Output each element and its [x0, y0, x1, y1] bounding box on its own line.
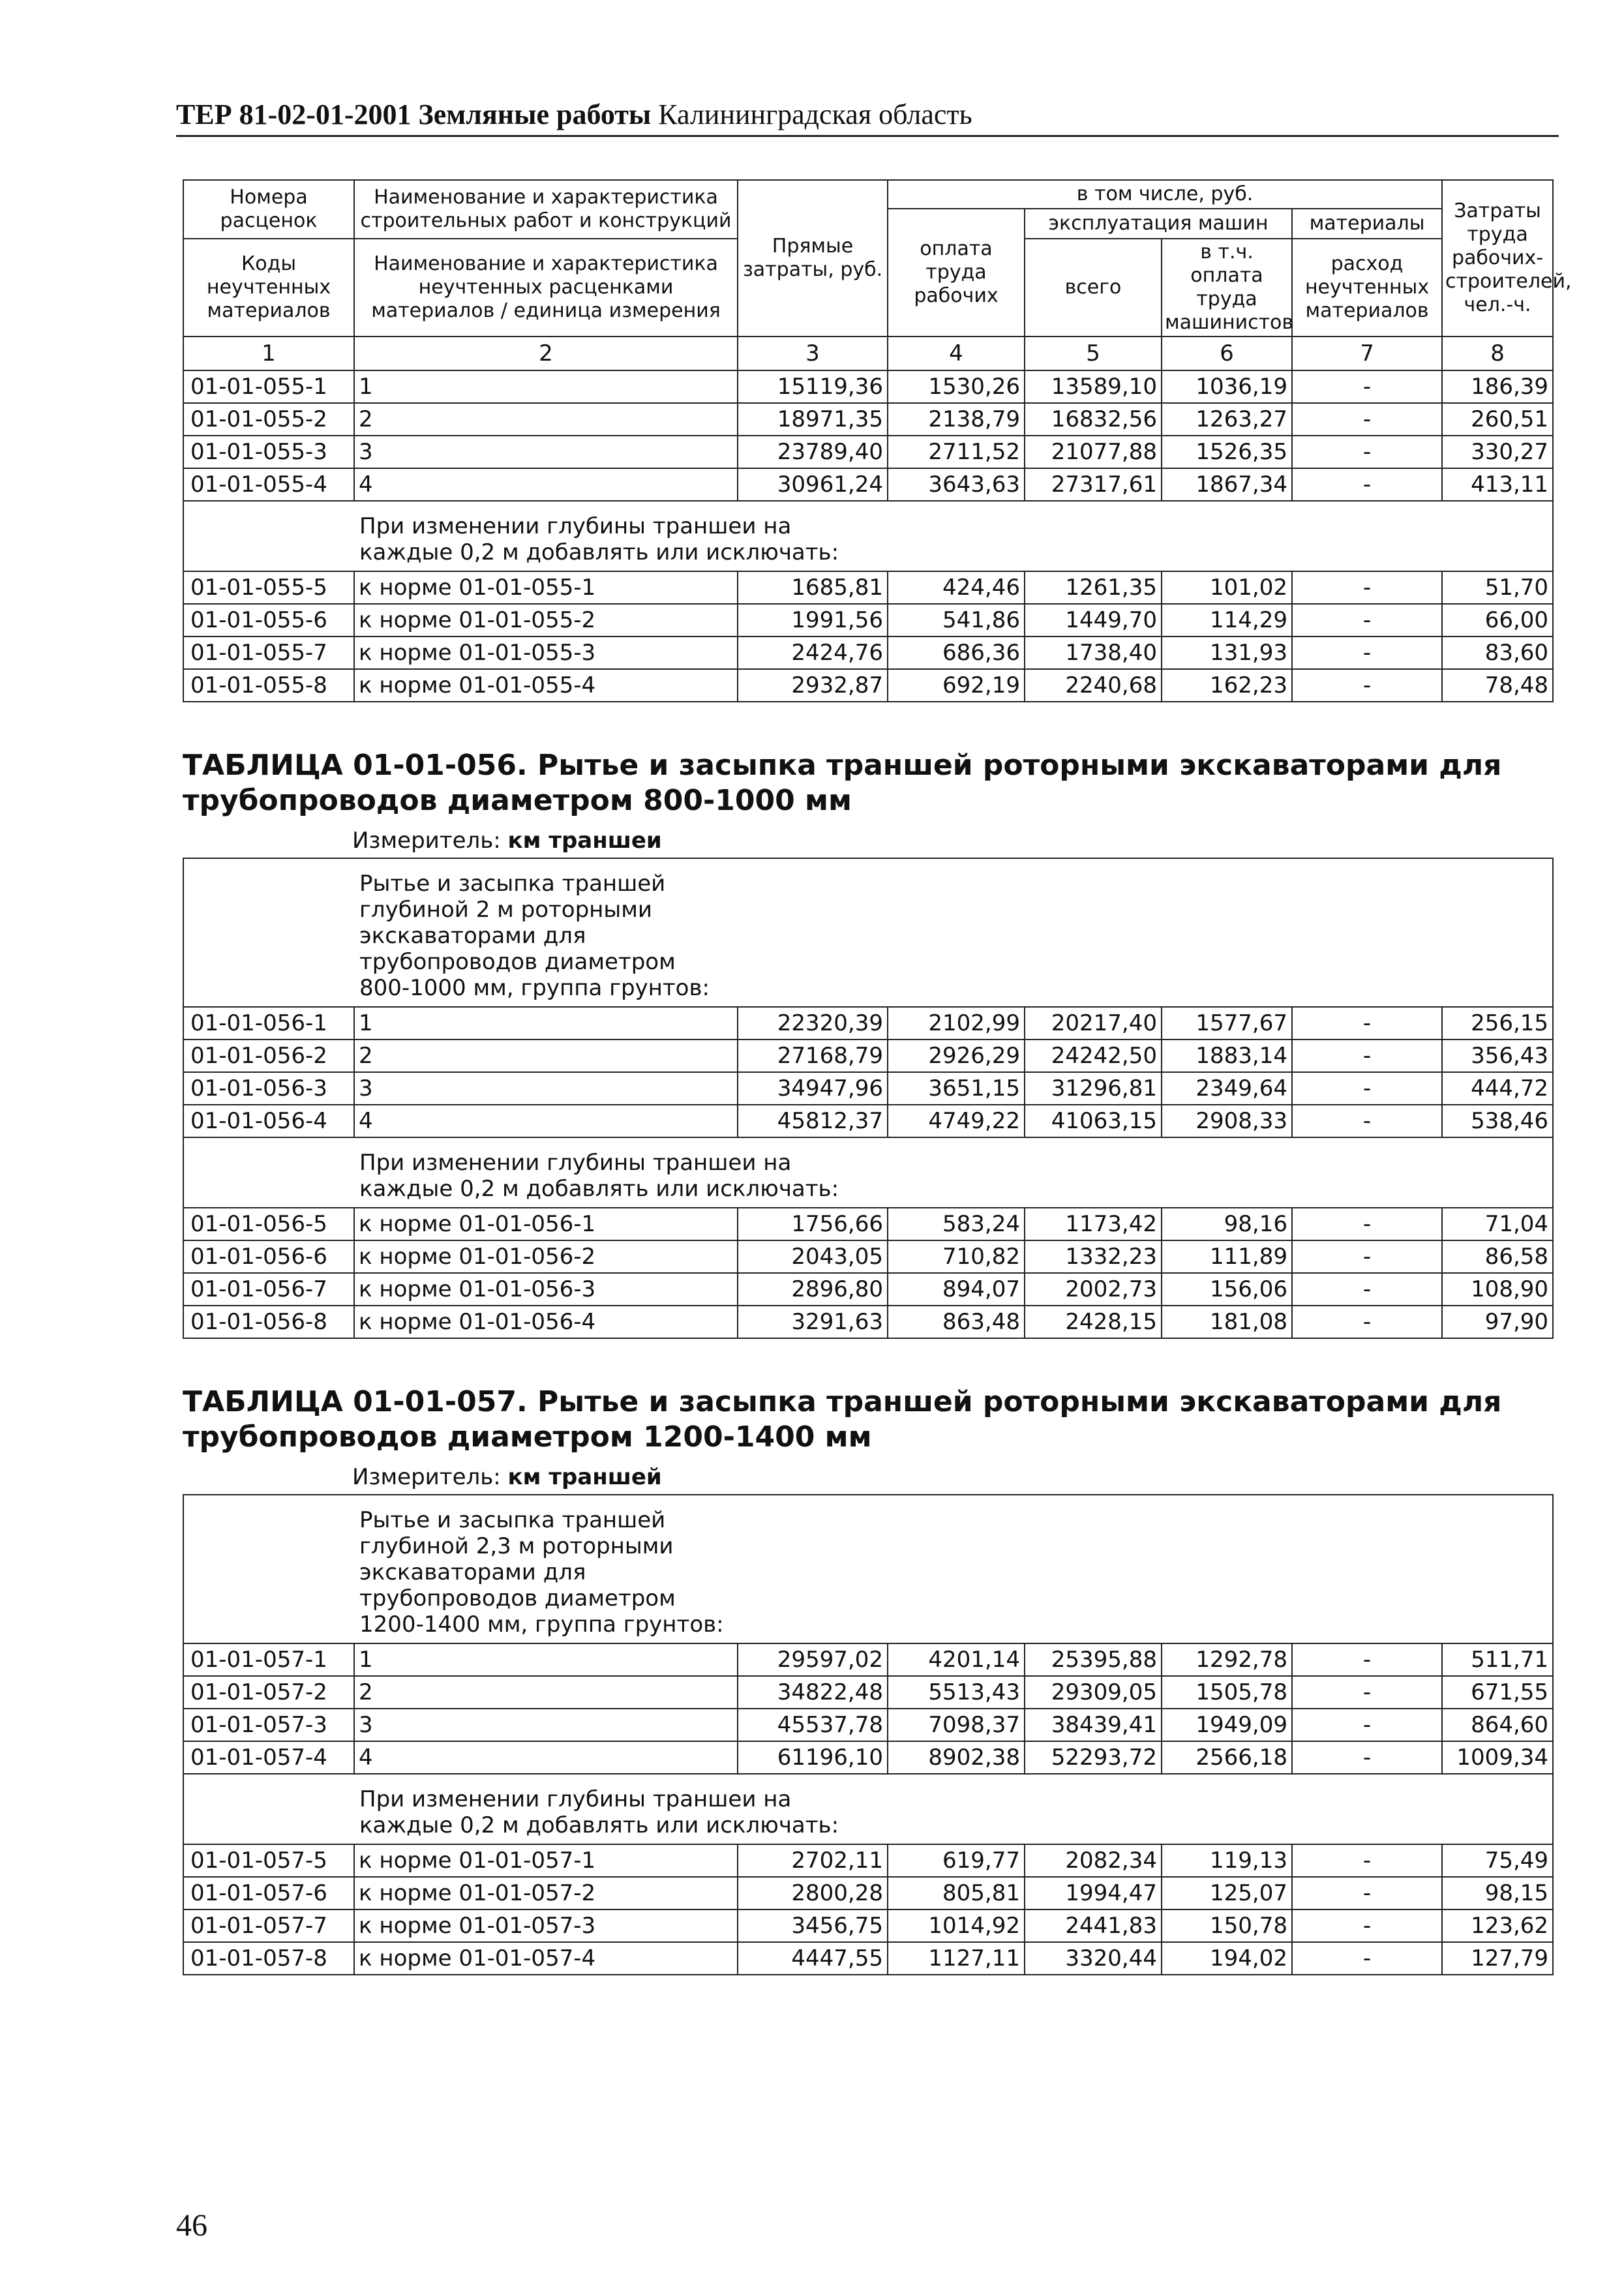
table-056-rows: [183, 1007, 1553, 1137]
document-body: [183, 179, 1572, 1975]
materials: -: [1292, 1676, 1442, 1709]
direct-costs: 15119,36: [738, 370, 888, 403]
row-name: 2: [354, 1040, 738, 1072]
machinist-pay: 1949,09: [1162, 1709, 1292, 1741]
rate-code: 01-01-055-4: [183, 468, 354, 501]
machines-total: 52293,72: [1025, 1741, 1162, 1774]
direct-costs: 22320,39: [738, 1007, 888, 1040]
machines-total: 1332,23: [1025, 1240, 1162, 1273]
machines-total: 31296,81: [1025, 1072, 1162, 1105]
doc-region: Калининградская область: [658, 98, 972, 130]
table-056-measure: [183, 828, 1552, 854]
hdr-including: в том числе, руб.: [888, 180, 1442, 209]
table-056: [183, 858, 1554, 1339]
table-row: [183, 1273, 1553, 1306]
row-name: 2: [354, 1676, 738, 1709]
direct-costs: 2932,87: [738, 669, 888, 702]
labor-pay: 541,86: [888, 604, 1025, 636]
table-row: [183, 1709, 1553, 1741]
column-numbers-row: [183, 337, 1553, 370]
measure-label: Измеритель:: [352, 1464, 501, 1490]
row-name: к норме 01-01-055-3: [354, 636, 738, 669]
direct-costs: 2702,11: [738, 1844, 888, 1877]
machines-total: 2002,73: [1025, 1273, 1162, 1306]
row-name: к норме 01-01-056-3: [354, 1273, 738, 1306]
rate-code: 01-01-056-6: [183, 1240, 354, 1273]
labor-costs: 671,55: [1442, 1676, 1553, 1709]
machinist-pay: 194,02: [1162, 1942, 1292, 1975]
labor-pay: 894,07: [888, 1273, 1025, 1306]
rate-code: 01-01-055-7: [183, 636, 354, 669]
depth-note: При изменении глубины траншеи на каждые 0,2 м добавлять или исключать:: [354, 1774, 888, 1844]
rate-code: 01-01-056-3: [183, 1072, 354, 1105]
machinist-pay: 125,07: [1162, 1877, 1292, 1909]
labor-costs: 75,49: [1442, 1844, 1553, 1877]
hdr-direct-costs: Прямые затраты, руб.: [738, 180, 888, 337]
machinist-pay: 1263,27: [1162, 403, 1292, 436]
table-057: [183, 1494, 1554, 1975]
materials: -: [1292, 1709, 1442, 1741]
direct-costs: 29597,02: [738, 1643, 888, 1676]
rate-code: 01-01-055-5: [183, 571, 354, 604]
materials: -: [1292, 468, 1442, 501]
labor-costs: 864,60: [1442, 1709, 1553, 1741]
rate-code: 01-01-056-4: [183, 1105, 354, 1137]
machinist-pay: 98,16: [1162, 1208, 1292, 1240]
row-name: к норме 01-01-057-3: [354, 1909, 738, 1942]
machinist-pay: 119,13: [1162, 1844, 1292, 1877]
row-name: 1: [354, 1007, 738, 1040]
direct-costs: 27168,79: [738, 1040, 888, 1072]
machinist-pay: 2349,64: [1162, 1072, 1292, 1105]
direct-costs: 34822,48: [738, 1676, 888, 1709]
materials: -: [1292, 403, 1442, 436]
labor-pay: 2138,79: [888, 403, 1025, 436]
hdr-materials: материалы: [1292, 209, 1442, 239]
machines-total: 24242,50: [1025, 1040, 1162, 1072]
materials: -: [1292, 1306, 1442, 1338]
hdr-name-top: Наименование и характеристика строительных работ и конструкций: [354, 180, 738, 239]
direct-costs: 2896,80: [738, 1273, 888, 1306]
labor-costs: 71,04: [1442, 1208, 1553, 1240]
labor-pay: 2926,29: [888, 1040, 1025, 1072]
table-row: [183, 403, 1553, 436]
labor-costs: 97,90: [1442, 1306, 1553, 1338]
rate-code: 01-01-056-7: [183, 1273, 354, 1306]
rate-code: 01-01-057-7: [183, 1909, 354, 1942]
direct-costs: 4447,55: [738, 1942, 888, 1975]
page-number: 46: [176, 2208, 207, 2243]
direct-costs: 1756,66: [738, 1208, 888, 1240]
rate-code: 01-01-055-3: [183, 436, 354, 468]
labor-costs: 1009,34: [1442, 1741, 1553, 1774]
labor-pay: 1014,92: [888, 1909, 1025, 1942]
machinist-pay: 2908,33: [1162, 1105, 1292, 1137]
machines-total: 29309,05: [1025, 1676, 1162, 1709]
col-number: 8: [1442, 337, 1553, 370]
machinist-pay: 101,02: [1162, 571, 1292, 604]
labor-costs: 78,48: [1442, 669, 1553, 702]
labor-pay: 424,46: [888, 571, 1025, 604]
labor-costs: 127,79: [1442, 1942, 1553, 1975]
direct-costs: 34947,96: [738, 1072, 888, 1105]
hdr-material-consumption: расход неучтенных материалов: [1292, 239, 1442, 337]
col-number: 5: [1025, 337, 1162, 370]
machines-total: 2082,34: [1025, 1844, 1162, 1877]
machines-total: 1994,47: [1025, 1877, 1162, 1909]
page-header: [176, 98, 1559, 137]
labor-costs: 66,00: [1442, 604, 1553, 636]
col-number: 2: [354, 337, 738, 370]
machinist-pay: 111,89: [1162, 1240, 1292, 1273]
direct-costs: 30961,24: [738, 468, 888, 501]
rate-code: 01-01-057-1: [183, 1643, 354, 1676]
direct-costs: 45537,78: [738, 1709, 888, 1741]
machines-total: 27317,61: [1025, 468, 1162, 501]
row-name: 4: [354, 468, 738, 501]
table-row: [183, 636, 1553, 669]
machinist-pay: 1867,34: [1162, 468, 1292, 501]
labor-pay: 583,24: [888, 1208, 1025, 1240]
row-name: к норме 01-01-057-1: [354, 1844, 738, 1877]
table-055: [183, 179, 1572, 702]
machinist-pay: 1883,14: [1162, 1040, 1292, 1072]
row-name: к норме 01-01-056-2: [354, 1240, 738, 1273]
labor-pay: 1530,26: [888, 370, 1025, 403]
table-row: [183, 1072, 1553, 1105]
col-number: 6: [1162, 337, 1292, 370]
table-row: [183, 1909, 1553, 1942]
labor-costs: 413,11: [1442, 468, 1553, 501]
machines-total: 1173,42: [1025, 1208, 1162, 1240]
labor-pay: 619,77: [888, 1844, 1025, 1877]
hdr-labor-costs: Затраты труда рабочих-строителей, чел.-ч.: [1442, 180, 1553, 337]
rate-code: 01-01-055-8: [183, 669, 354, 702]
labor-pay: 1127,11: [888, 1942, 1025, 1975]
materials: -: [1292, 1040, 1442, 1072]
labor-costs: 186,39: [1442, 370, 1553, 403]
rate-code: 01-01-056-8: [183, 1306, 354, 1338]
machines-total: 3320,44: [1025, 1942, 1162, 1975]
direct-costs: 2424,76: [738, 636, 888, 669]
hdr-machines-total: всего: [1025, 239, 1162, 337]
rate-code: 01-01-055-1: [183, 370, 354, 403]
rate-code: 01-01-057-8: [183, 1942, 354, 1975]
machines-total: 1261,35: [1025, 571, 1162, 604]
table-057-measure: [183, 1464, 1552, 1490]
labor-costs: 86,58: [1442, 1240, 1553, 1273]
table-row: [183, 468, 1553, 501]
col-number: 1: [183, 337, 354, 370]
direct-costs: 1685,81: [738, 571, 888, 604]
materials: -: [1292, 1877, 1442, 1909]
machinist-pay: 1292,78: [1162, 1643, 1292, 1676]
table-057-title: ТАБЛИЦА 01-01-057. Рытье и засыпка траншей роторными экскаваторами для трубопроводов диаметром 1200-1400 мм: [183, 1385, 1502, 1454]
table-row: [183, 1105, 1553, 1137]
row-name: к норме 01-01-057-4: [354, 1942, 738, 1975]
table-055-rows: [183, 370, 1553, 501]
row-name: к норме 01-01-055-1: [354, 571, 738, 604]
table-055-adjustments: [183, 571, 1553, 702]
machinist-pay: 181,08: [1162, 1306, 1292, 1338]
rate-code: 01-01-057-3: [183, 1709, 354, 1741]
machinist-pay: 1577,67: [1162, 1007, 1292, 1040]
table-row: [183, 1741, 1553, 1774]
labor-costs: 260,51: [1442, 403, 1553, 436]
machinist-pay: 150,78: [1162, 1909, 1292, 1942]
materials: -: [1292, 1844, 1442, 1877]
materials: -: [1292, 1273, 1442, 1306]
table-057-description: Рытье и засыпка траншей глубиной 2,3 м роторными экскаваторами для трубопроводов диаметром 1200-1400 мм, группа грунтов:: [354, 1495, 738, 1643]
labor-pay: 5513,43: [888, 1676, 1025, 1709]
row-name: к норме 01-01-055-2: [354, 604, 738, 636]
rate-code: 01-01-057-6: [183, 1877, 354, 1909]
rate-code: 01-01-055-6: [183, 604, 354, 636]
hdr-codes-top: Номера расценок: [183, 180, 354, 239]
measure-value: км траншеи: [507, 828, 662, 854]
direct-costs: 2800,28: [738, 1877, 888, 1909]
labor-pay: 7098,37: [888, 1709, 1025, 1741]
materials: -: [1292, 1909, 1442, 1942]
machines-total: 20217,40: [1025, 1007, 1162, 1040]
hdr-codes-bottom: Коды неучтенных материалов: [183, 239, 354, 337]
depth-note: При изменении глубины траншеи на каждые 0,2 м добавлять или исключать:: [354, 501, 888, 571]
machinist-pay: 1526,35: [1162, 436, 1292, 468]
labor-pay: 4749,22: [888, 1105, 1025, 1137]
materials: -: [1292, 436, 1442, 468]
machines-total: 16832,56: [1025, 403, 1162, 436]
labor-costs: 98,15: [1442, 1877, 1553, 1909]
materials: -: [1292, 370, 1442, 403]
machines-total: 21077,88: [1025, 436, 1162, 468]
direct-costs: 3456,75: [738, 1909, 888, 1942]
machines-total: 2240,68: [1025, 669, 1162, 702]
direct-costs: 45812,37: [738, 1105, 888, 1137]
labor-costs: 123,62: [1442, 1909, 1553, 1942]
row-name: 4: [354, 1105, 738, 1137]
materials: -: [1292, 1072, 1442, 1105]
materials: -: [1292, 1208, 1442, 1240]
hdr-machines: эксплуатация машин: [1025, 209, 1292, 239]
table-row: [183, 1942, 1553, 1975]
materials: -: [1292, 571, 1442, 604]
row-name: к норме 01-01-055-4: [354, 669, 738, 702]
row-name: 3: [354, 1709, 738, 1741]
table-row: [183, 1643, 1553, 1676]
labor-costs: 51,70: [1442, 571, 1553, 604]
materials: -: [1292, 669, 1442, 702]
table-row: [183, 669, 1553, 702]
table-row: [183, 1844, 1553, 1877]
hdr-name-bottom: Наименование и характеристика неучтенных расценками материалов / единица измерения: [354, 239, 738, 337]
machinist-pay: 2566,18: [1162, 1741, 1292, 1774]
row-name: к норме 01-01-056-1: [354, 1208, 738, 1240]
labor-pay: 3643,63: [888, 468, 1025, 501]
machines-total: 2441,83: [1025, 1909, 1162, 1942]
table-row: [183, 370, 1553, 403]
row-name: 1: [354, 370, 738, 403]
labor-costs: 444,72: [1442, 1072, 1553, 1105]
labor-pay: 8902,38: [888, 1741, 1025, 1774]
labor-pay: 3651,15: [888, 1072, 1025, 1105]
rate-code: 01-01-057-5: [183, 1844, 354, 1877]
labor-costs: 330,27: [1442, 436, 1553, 468]
materials: -: [1292, 636, 1442, 669]
direct-costs: 2043,05: [738, 1240, 888, 1273]
row-name: к норме 01-01-056-4: [354, 1306, 738, 1338]
direct-costs: 23789,40: [738, 436, 888, 468]
labor-pay: 863,48: [888, 1306, 1025, 1338]
col-number: 3: [738, 337, 888, 370]
machines-total: 1738,40: [1025, 636, 1162, 669]
labor-costs: 356,43: [1442, 1040, 1553, 1072]
machines-total: 38439,41: [1025, 1709, 1162, 1741]
doc-section: Земляные работы: [418, 98, 652, 130]
materials: -: [1292, 1942, 1442, 1975]
rate-code: 01-01-056-2: [183, 1040, 354, 1072]
rate-code: 01-01-057-4: [183, 1741, 354, 1774]
labor-costs: 511,71: [1442, 1643, 1553, 1676]
machinist-pay: 162,23: [1162, 669, 1292, 702]
labor-costs: 83,60: [1442, 636, 1553, 669]
table-055-depth-note: [183, 501, 1553, 571]
row-name: к норме 01-01-057-2: [354, 1877, 738, 1909]
row-name: 4: [354, 1741, 738, 1774]
table-057-rows: [183, 1643, 1553, 1774]
row-name: 1: [354, 1643, 738, 1676]
row-name: 2: [354, 403, 738, 436]
rate-code: 01-01-056-5: [183, 1208, 354, 1240]
direct-costs: 18971,35: [738, 403, 888, 436]
depth-note: При изменении глубины траншеи на каждые 0,2 м добавлять или исключать:: [354, 1137, 888, 1208]
machinist-pay: 156,06: [1162, 1273, 1292, 1306]
labor-pay: 2102,99: [888, 1007, 1025, 1040]
measure-label: Измеритель:: [352, 828, 501, 854]
labor-pay: 805,81: [888, 1877, 1025, 1909]
labor-pay: 692,19: [888, 669, 1025, 702]
hdr-machinist-pay: в т.ч. оплата труда машинистов: [1162, 239, 1292, 337]
col-number: 7: [1292, 337, 1442, 370]
col-number: 4: [888, 337, 1025, 370]
machines-total: 1449,70: [1025, 604, 1162, 636]
table-056-title: ТАБЛИЦА 01-01-056. Рытье и засыпка траншей роторными экскаваторами для трубопроводов диаметром 800-1000 мм: [183, 749, 1502, 817]
rate-code: 01-01-057-2: [183, 1676, 354, 1709]
rate-code: 01-01-055-2: [183, 403, 354, 436]
measure-value: км траншей: [507, 1464, 662, 1490]
table-row: [183, 571, 1553, 604]
direct-costs: 1991,56: [738, 604, 888, 636]
row-name: 3: [354, 1072, 738, 1105]
hdr-labor-pay: оплата труда рабочих: [888, 209, 1025, 337]
table-row: [183, 1240, 1553, 1273]
labor-costs: 108,90: [1442, 1273, 1553, 1306]
table-057-adjustments: [183, 1844, 1553, 1975]
labor-costs: 538,46: [1442, 1105, 1553, 1137]
machinist-pay: 131,93: [1162, 636, 1292, 669]
materials: -: [1292, 604, 1442, 636]
materials: -: [1292, 1007, 1442, 1040]
materials: -: [1292, 1105, 1442, 1137]
labor-costs: 256,15: [1442, 1007, 1553, 1040]
table-row: [183, 1877, 1553, 1909]
table-row: [183, 1306, 1553, 1338]
table-056-adjustments: [183, 1208, 1553, 1338]
machines-total: 13589,10: [1025, 370, 1162, 403]
table-row: [183, 436, 1553, 468]
table-056-description: Рытье и засыпка траншей глубиной 2 м роторными экскаваторами для трубопроводов диаметром 800-1000 мм, группа грунтов:: [354, 858, 738, 1007]
machinist-pay: 1036,19: [1162, 370, 1292, 403]
table-row: [183, 1040, 1553, 1072]
direct-costs: 3291,63: [738, 1306, 888, 1338]
machines-total: 41063,15: [1025, 1105, 1162, 1137]
machinist-pay: 1505,78: [1162, 1676, 1292, 1709]
labor-pay: 4201,14: [888, 1643, 1025, 1676]
row-name: 3: [354, 436, 738, 468]
labor-pay: 2711,52: [888, 436, 1025, 468]
machines-total: 25395,88: [1025, 1643, 1162, 1676]
materials: -: [1292, 1240, 1442, 1273]
labor-pay: 710,82: [888, 1240, 1025, 1273]
table-row: [183, 1676, 1553, 1709]
table-row: [183, 1208, 1553, 1240]
materials: -: [1292, 1643, 1442, 1676]
doc-code: ТЕР 81-02-01-2001: [176, 98, 412, 130]
machinist-pay: 114,29: [1162, 604, 1292, 636]
labor-pay: 686,36: [888, 636, 1025, 669]
table-row: [183, 1007, 1553, 1040]
table-row: [183, 604, 1553, 636]
rate-code: 01-01-056-1: [183, 1007, 354, 1040]
machines-total: 2428,15: [1025, 1306, 1162, 1338]
direct-costs: 61196,10: [738, 1741, 888, 1774]
materials: -: [1292, 1741, 1442, 1774]
